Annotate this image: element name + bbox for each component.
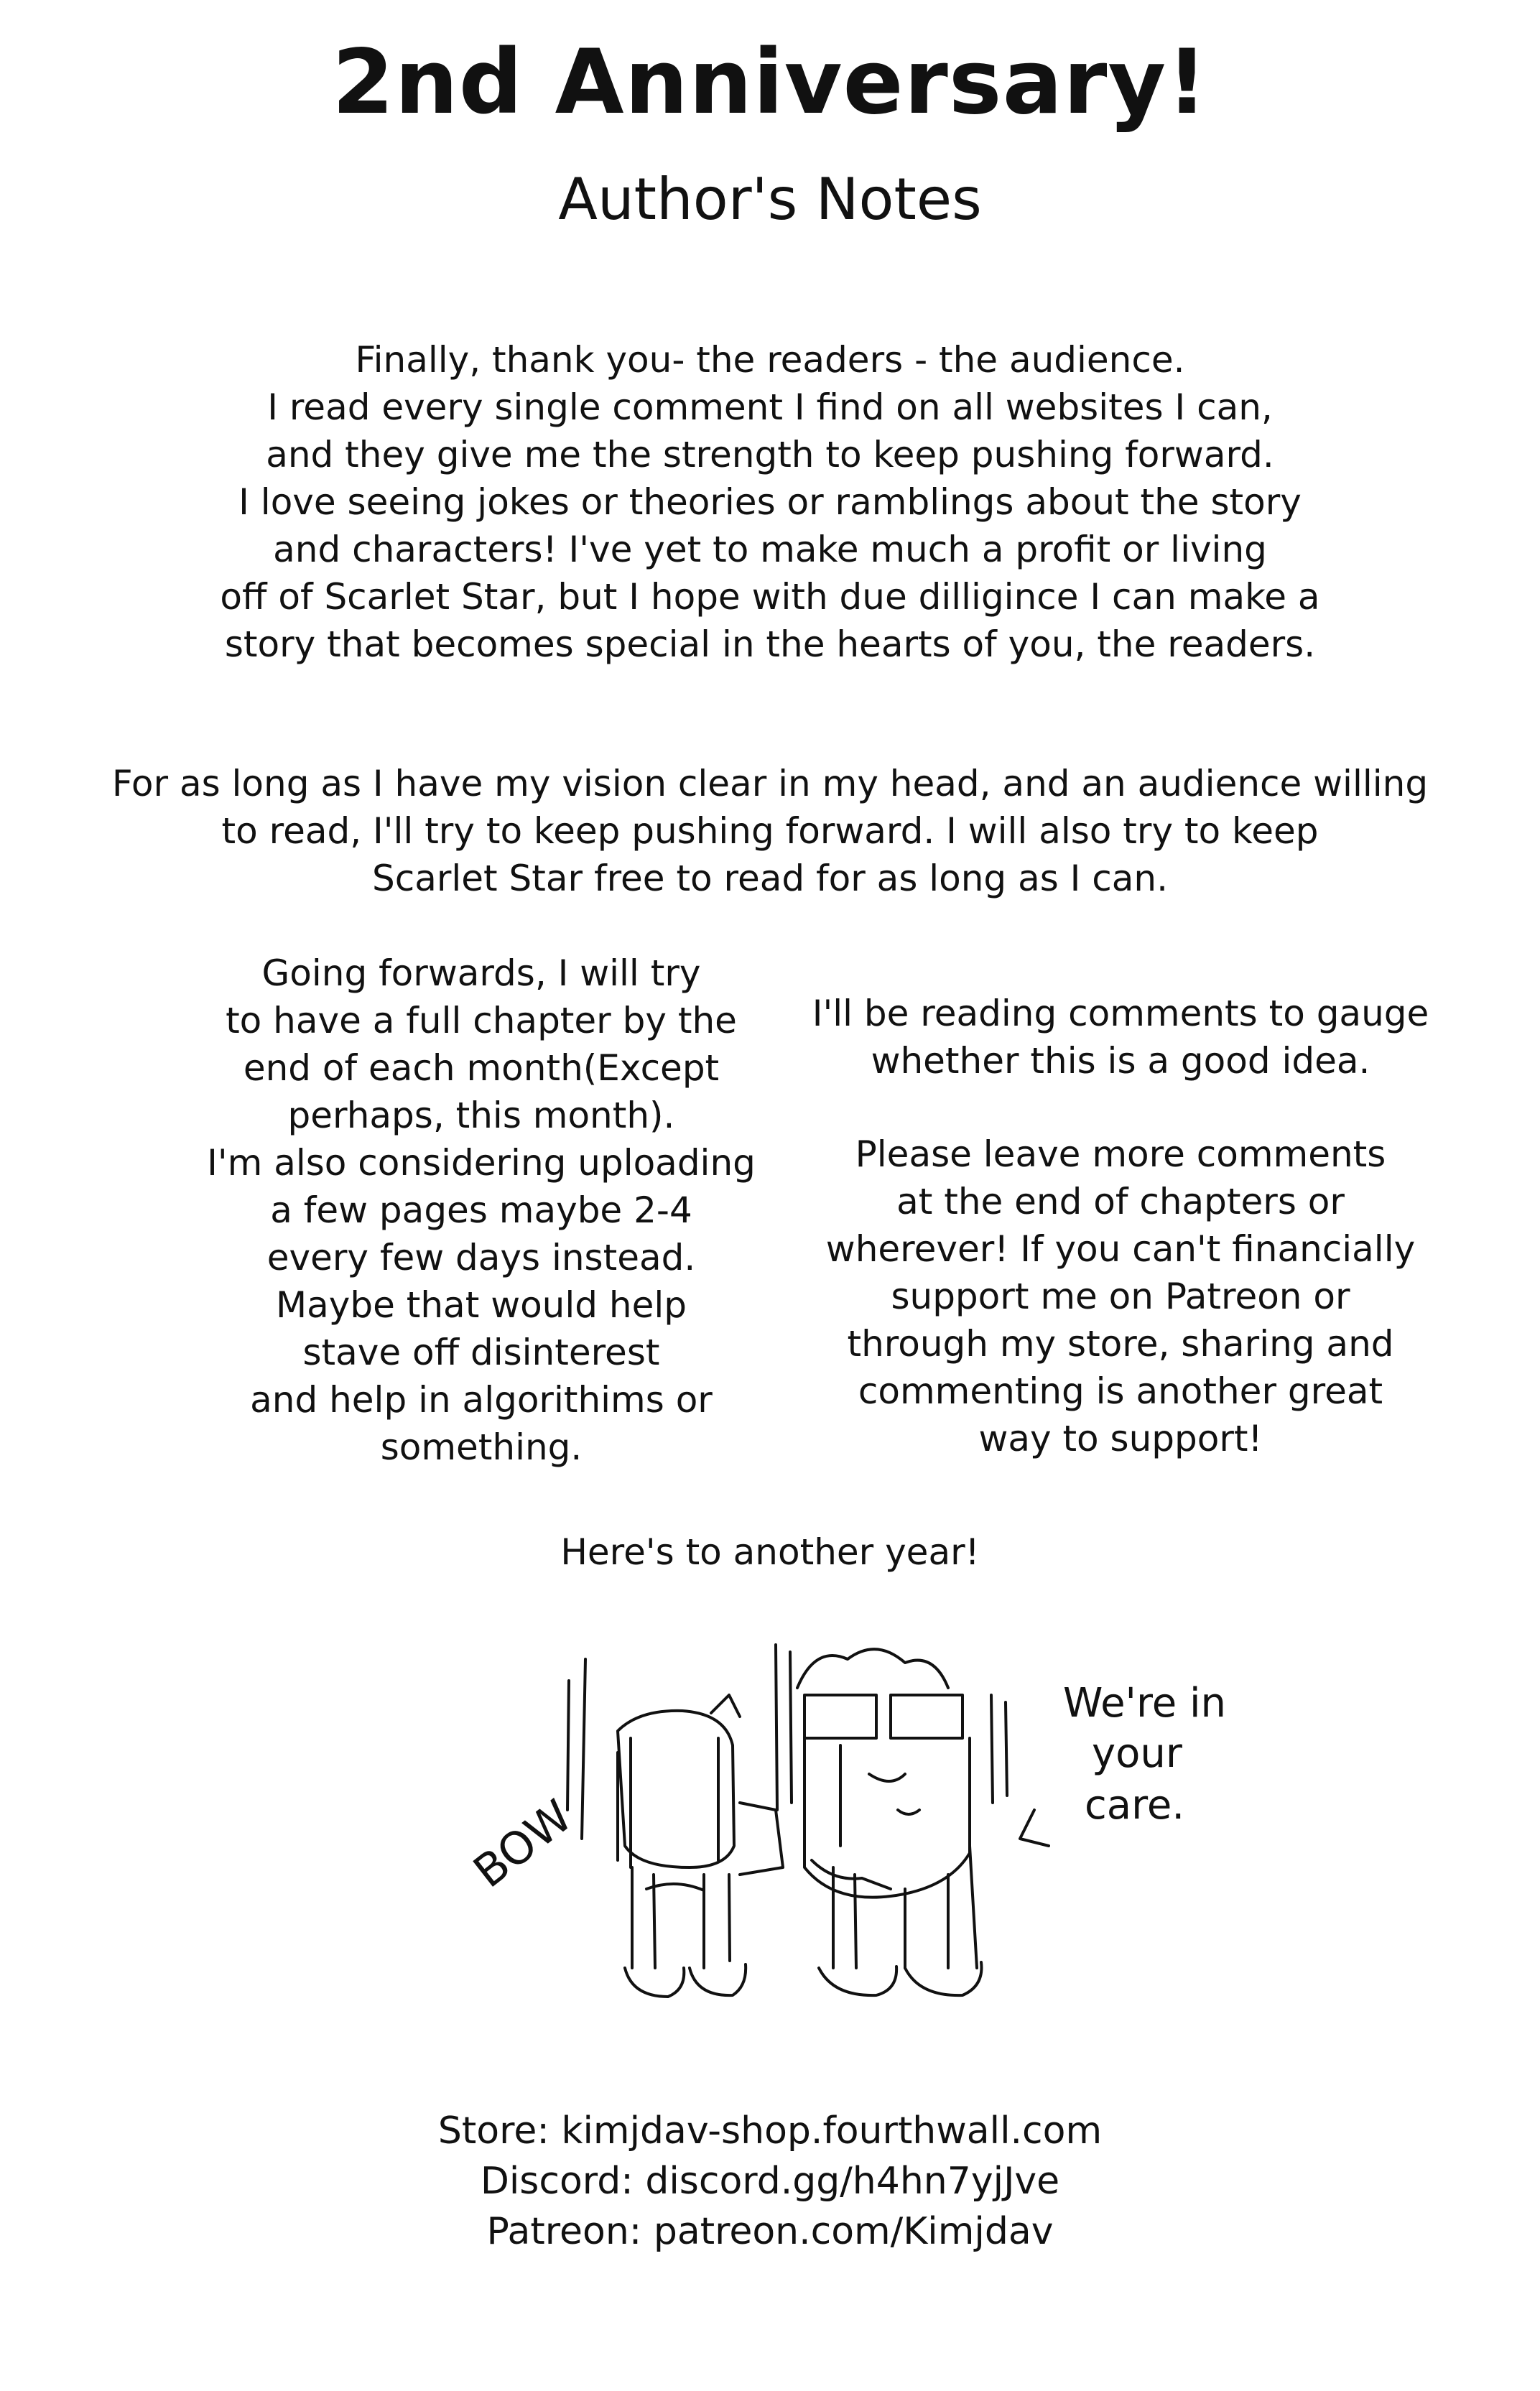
- paragraph-line: and they give me the strength to keep pushing forward.: [266, 434, 1274, 475]
- paragraph-line: to read, I'll try to keep pushing forward. I will also try to keep: [221, 810, 1319, 852]
- schedule-column: [172, 950, 790, 1471]
- thank-you-paragraph: [0, 336, 1540, 668]
- column-line: support me on Patreon or: [891, 1276, 1350, 1317]
- column-line: wherever! If you can't financially: [825, 1228, 1416, 1270]
- left-character-sketch: [567, 1659, 783, 1997]
- feedback-column: [761, 990, 1480, 1085]
- column-line: perhaps, this month).: [287, 1095, 675, 1136]
- paragraph-line: I love seeing jokes or theories or ramblings about the story: [238, 481, 1302, 523]
- speech-line: We're in: [1063, 1680, 1227, 1727]
- column-line: whether this is a good idea.: [871, 1040, 1370, 1082]
- page-subtitle: Author's Notes: [558, 166, 982, 233]
- column-line: commenting is another great: [858, 1370, 1383, 1412]
- paragraph-line: I read every single comment I find on all websites I can,: [267, 386, 1273, 428]
- column-line: Going forwards, I will try: [261, 952, 701, 994]
- column-line: way to support!: [978, 1418, 1263, 1459]
- column-line: every few days instead.: [266, 1237, 696, 1278]
- paragraph-line: and characters! I've yet to make much a profit or living: [273, 529, 1267, 570]
- support-column: [761, 1130, 1480, 1462]
- column-line: something.: [380, 1426, 583, 1468]
- closing-line: Here's to another year!: [560, 1531, 980, 1573]
- column-line: through my store, sharing and: [847, 1323, 1394, 1365]
- paragraph-line: Scarlet Star free to read for as long as I can.: [371, 858, 1169, 899]
- column-line: at the end of chapters or: [896, 1181, 1345, 1222]
- right-character-sketch: [776, 1645, 1049, 1995]
- store-link[interactable]: Store: kimjdav-shop.fourthwall.com: [437, 2109, 1103, 2153]
- vision-paragraph: [0, 760, 1540, 902]
- paragraph-line: Finally, thank you- the readers - the audience.: [355, 339, 1185, 381]
- links-block: [0, 2106, 1540, 2257]
- column-line: stave off disinterest: [302, 1332, 660, 1373]
- column-line: a few pages maybe 2-4: [270, 1189, 692, 1231]
- column-line: end of each month(Except: [243, 1047, 720, 1089]
- bow-sound-effect: BOW: [463, 1789, 582, 1898]
- paragraph-line: For as long as I have my vision clear in my head, and an audience willing: [111, 763, 1429, 804]
- patreon-link[interactable]: Patreon: patreon.com/Kimjdav: [486, 2210, 1054, 2253]
- speech-line: care.: [1085, 1782, 1185, 1829]
- speech-line: your: [1092, 1730, 1182, 1777]
- paragraph-line: off of Scarlet Star, but I hope with due dilligince I can make a: [220, 576, 1320, 618]
- paragraph-line: story that becomes special in the hearts of you, the readers.: [224, 623, 1316, 665]
- column-line: Please leave more comments: [855, 1133, 1386, 1175]
- chibi-characters-illustration: [402, 1630, 1264, 2076]
- column-line: Maybe that would help: [276, 1284, 687, 1326]
- column-line: and help in algorithims or: [250, 1379, 713, 1421]
- column-line: I'll be reading comments to gauge: [812, 993, 1429, 1034]
- discord-link[interactable]: Discord: discord.gg/h4hn7yjJve: [480, 2160, 1060, 2203]
- column-line: to have a full chapter by the: [226, 1000, 737, 1041]
- column-line: I'm also considering uploading: [207, 1142, 756, 1184]
- page-title: 2nd Anniversary!: [332, 31, 1208, 134]
